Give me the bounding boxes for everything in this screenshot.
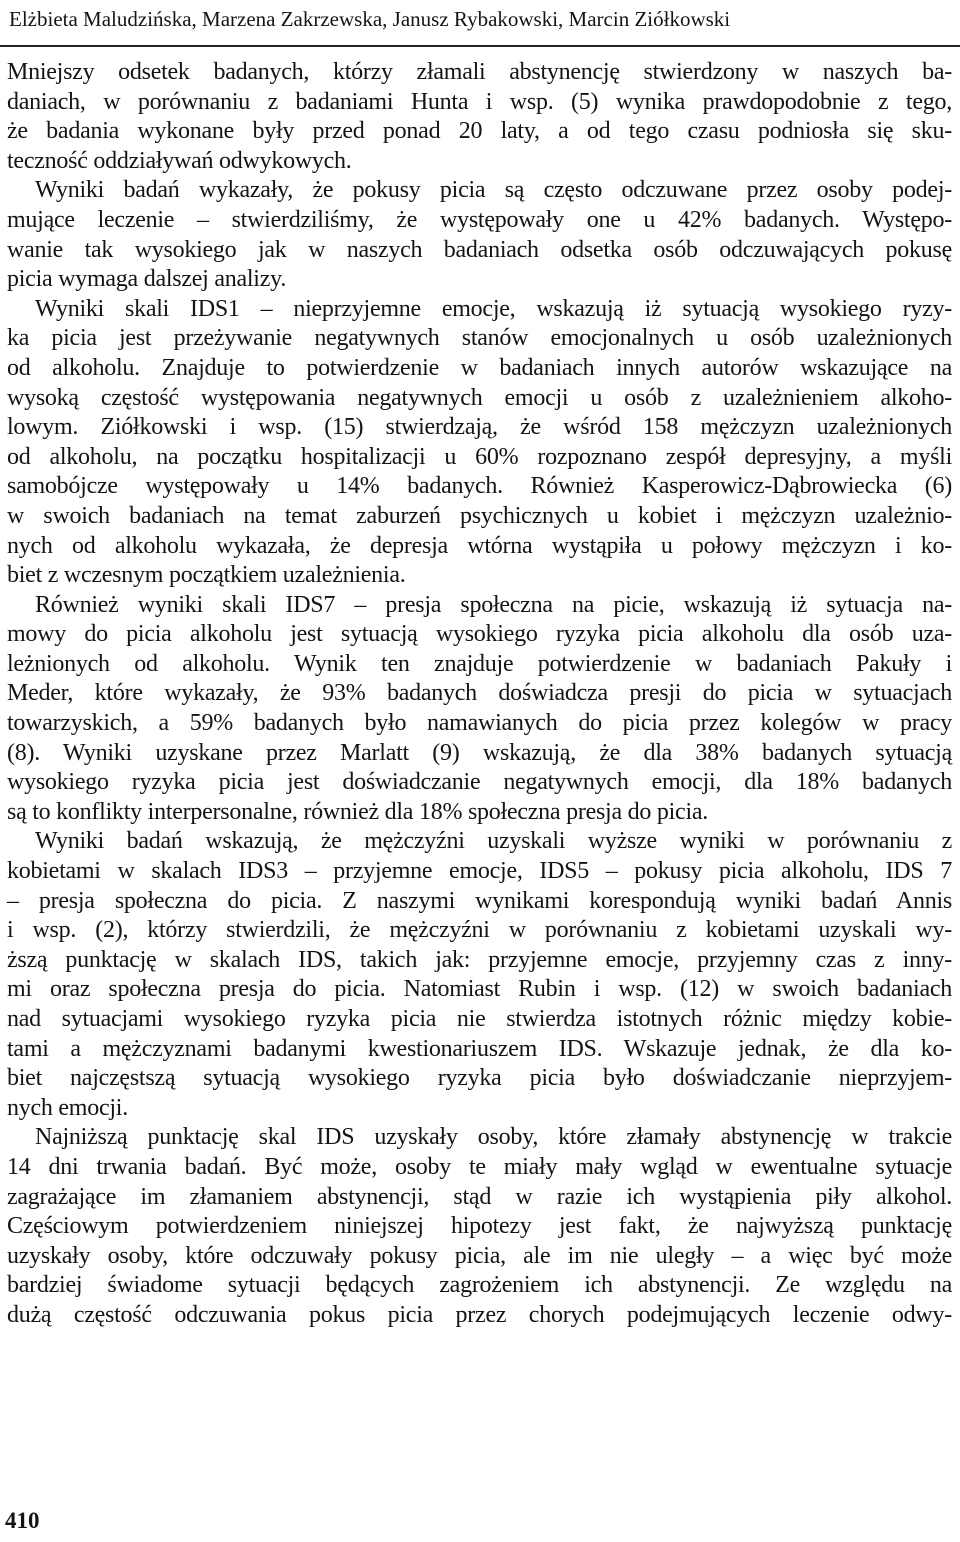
text-line: Meder, które wykazały, że 93% badanych doświadcza presji do picia w sytuacjach: [7, 680, 952, 707]
text-line: samobójcze występowały u 14% badanych. Również Kasperowicz-Dąbrowiecka (6): [7, 473, 952, 500]
page-number: 410: [5, 1508, 40, 1533]
text-line: teczność oddziaływań odwykowych.: [7, 147, 352, 174]
text-line: od alkoholu. Znajduje to potwierdzenie w badaniach innych autorów wskazujące na: [7, 354, 952, 381]
text-line: lowym. Ziółkowski i wsp. (15) stwierdzają, że wśród 158 mężczyzn uzależnionych: [7, 414, 952, 441]
text-line: nych emocji.: [7, 1094, 128, 1121]
text-line: wanie tak wysokiego jak w naszych badaniach odsetka osób odczuwających pokusę: [7, 236, 952, 263]
text-line: mi oraz społeczna presja do picia. Natomiast Rubin i wsp. (12) w swoich badaniach: [7, 976, 952, 1003]
text-line: ka picia jest przeżywanie negatywnych stanów emocjonalnych u osób uzależnionych: [7, 325, 952, 352]
text-line: bardziej świadome sytuacji będących zagrożeniem ich abstynencji. Ze względu na: [7, 1272, 952, 1299]
text-line: mujące leczenie – stwierdziliśmy, że występowały one u 42% badanych. Występo-: [7, 206, 952, 233]
text-line: zagrażające im złamaniem abstynencji, stąd w razie ich wystąpienia piły alkohol.: [7, 1183, 952, 1210]
text-line: dużą częstość odczuwania pokus picia przez chorych podejmujących leczenie odwy-: [7, 1301, 952, 1328]
text-line: ższą punktację w skalach IDS, takich jak: przyjemne emocje, przyjemny czas z inny-: [7, 946, 952, 973]
text-line: Wyniki badań wykazały, że pokusy picia są często odczuwane przez osoby podej-: [35, 177, 952, 204]
text-line: uzyskały osoby, które odczuwały pokusy picia, ale im nie uległy – a więc być może: [7, 1242, 952, 1269]
text-line: Wyniki badań wskazują, że mężczyźni uzyskali wyższe wyniki w porównaniu z: [35, 828, 952, 855]
text-line: wysokiego ryzyka picia jest doświadczanie negatywnych emocji, dla 18% badanych: [7, 769, 952, 796]
text-line: Najniższą punktację skal IDS uzyskały osoby, które złamały abstynencję w trakcie: [35, 1124, 952, 1151]
text-line: Częściowym potwierdzeniem niniejszej hipotezy jest fakt, że najwyższą punktację: [7, 1213, 952, 1240]
text-line: Również wyniki skali IDS7 – presja społeczna na picie, wskazują iż sytuacja na-: [35, 591, 952, 618]
text-line: Mniejszy odsetek badanych, którzy złamali abstynencję stwierdzony w naszych ba-: [7, 59, 952, 85]
text-line: są to konflikty interpersonalne, również dla 18% społeczna presja do picia.: [7, 798, 709, 825]
text-line: towarzyskich, a 59% badanych było namawianych do picia przez kolegów w pracy: [7, 710, 952, 737]
text-line: (8). Wyniki uzyskane przez Marlatt (9) wskazują, że dla 38% badanych sytuacją: [7, 739, 952, 766]
header-divider: [0, 45, 960, 47]
text-line: wysoką częstość występowania negatywnych emocji u osób z uzależnieniem alkoho-: [7, 384, 952, 411]
text-line: kobietami w skalach IDS3 – przyjemne emocje, IDS5 – pokusy picia alkoholu, IDS 7: [7, 858, 952, 885]
text-line: tami a mężczyznami badanymi kwestionariuszem IDS. Wskazuje jednak, że dla ko-: [7, 1035, 952, 1062]
text-line: picia wymaga dalszej analizy.: [7, 266, 287, 293]
text-line: leżnionych od alkoholu. Wynik ten znajduje potwierdzenie w badaniach Pakuły i: [7, 650, 952, 677]
text-line: biet najczęstszą sytuacją wysokiego ryzyka picia było doświadczanie nieprzyjem-: [7, 1065, 952, 1092]
text-line: – presja społeczna do picia. Z naszymi wynikami korespondują wyniki badań Annis: [7, 887, 952, 914]
text-line: nad sytuacjami wysokiego ryzyka picia nie stwierdza istotnych różnic między kobie-: [7, 1006, 952, 1032]
text-line: 14 dni trwania badań. Być może, osoby te miały mały wgląd w ewentualne sytuacje: [7, 1153, 952, 1180]
text-line: że badania wykonane były przed ponad 20 laty, a od tego czasu podniosła się sku-: [7, 118, 952, 145]
text-line: Wyniki skali IDS1 – nieprzyjemne emocje, wskazują iż sytuacją wysokiego ryzy-: [35, 295, 952, 322]
text-line: nych od alkoholu wykazała, że depresja wtórna wystąpiła u połowy mężczyzn i ko-: [7, 532, 952, 559]
text-line: biet z wczesnym początkiem uzależnienia.: [7, 562, 406, 589]
text-line: mowy do picia alkoholu jest sytuacją wysokiego ryzyka picia alkoholu dla osób uza-: [7, 621, 952, 648]
running-header: Elżbieta Maludzińska, Marzena Zakrzewska, Janusz Rybakowski, Marcin Ziółkowski: [9, 7, 731, 31]
body-text: [7, 58, 952, 1331]
text-line: od alkoholu, na początku hospitalizacji u 60% rozpoznano zespół depresyjny, a myśli: [7, 443, 952, 470]
text-line: w swoich badaniach na temat zaburzeń psychicznych u kobiet i mężczyzn uzależnio-: [7, 502, 952, 529]
text-line: i wsp. (2), którzy stwierdzili, że mężczyźni w porównaniu z kobietami uzyskali wy-: [7, 917, 952, 944]
text-line: daniach, w porównaniu z badaniami Hunta i wsp. (5) wynika prawdopodobnie z tego,: [7, 88, 952, 115]
